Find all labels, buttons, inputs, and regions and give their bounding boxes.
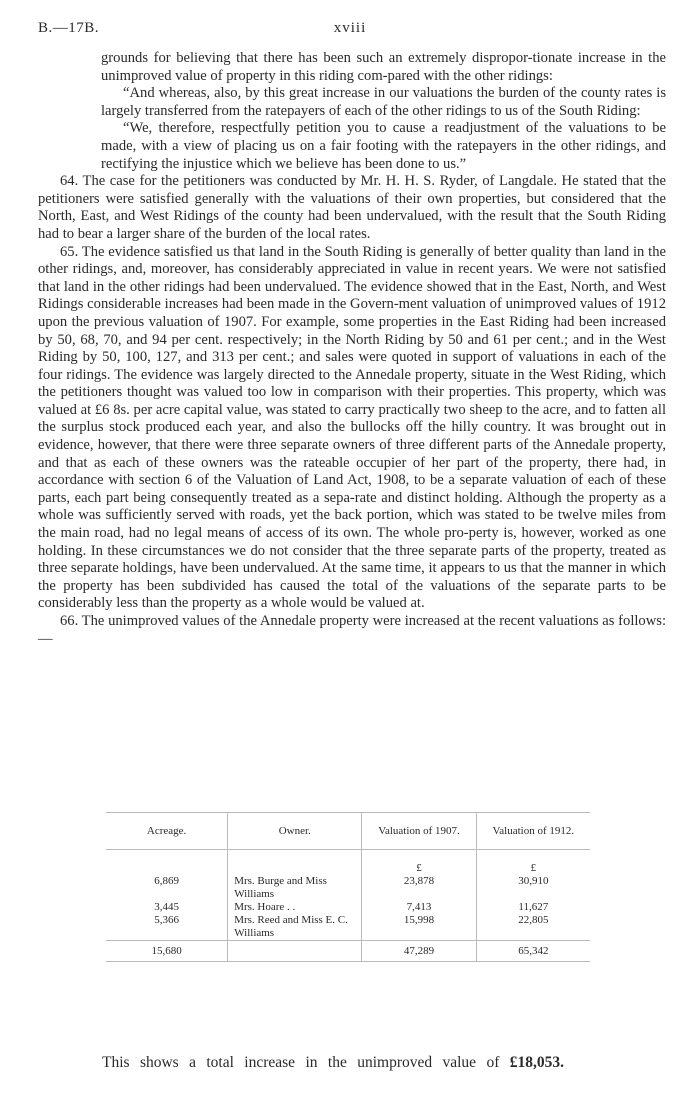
column-header-valuation-1912: Valuation of 1912. — [476, 813, 590, 850]
paragraph-66: 66. The unimproved values of the Annedale property were increased at the recent valuations as follows:— — [38, 613, 666, 647]
quote-paragraph: “And whereas, also, by this great increase in our valuations the burden of the county rates is largely transferred from the ratepayers of each of the other ridings to us of the South Riding: — [101, 85, 666, 119]
acreage-cell: 5,366 — [154, 914, 179, 926]
column-header-acreage: Acreage. — [106, 813, 228, 850]
valuation-table — [106, 812, 590, 962]
total-valuation-1912: 65,342 — [476, 941, 590, 962]
body-text — [38, 50, 666, 648]
currency-unit: £ — [476, 850, 590, 876]
acreage-cell: 6,869 — [154, 875, 179, 887]
total-valuation-1907: 47,289 — [362, 941, 476, 962]
valuation-1907-cell: 23,878 — [362, 875, 476, 901]
increase-amount: £18,053. — [509, 1054, 564, 1071]
closing-text: This shows a total increase in the unimproved value of — [102, 1054, 500, 1071]
currency-unit-row — [106, 850, 590, 876]
owner-cell: Mrs. Burge and Miss Williams — [228, 875, 362, 901]
owner-cell: Mrs. Reed and Miss E. C. Williams — [228, 914, 362, 941]
table-header-row — [106, 813, 590, 850]
closing-statement — [102, 1054, 564, 1072]
paragraph-64: 64. The case for the petitioners was conducted by Mr. H. H. S. Ryder, of Langdale. He stated that the petitioners were satisfied generally with the valuations of their own properties, but considered that the North, East, and West Ridings of the county had been undervalued, with the result that the South Riding had to bear a larger share of the burden of the local rates. — [38, 173, 666, 242]
column-header-valuation-1907: Valuation of 1907. — [362, 813, 476, 850]
column-header-owner: Owner. — [228, 813, 362, 850]
page-number: xviii — [333, 20, 367, 36]
page-header — [38, 20, 662, 42]
valuation-1912-cell: 11,627 — [476, 901, 590, 914]
table-total-row — [106, 941, 590, 962]
valuation-1907-cell: 7,413 — [362, 901, 476, 914]
currency-unit: £ — [362, 850, 476, 876]
valuation-1912-cell: 30,910 — [476, 875, 590, 901]
table-row — [106, 875, 590, 901]
table-row — [106, 901, 590, 914]
valuation-1912-cell: 22,805 — [476, 914, 590, 941]
quote-paragraph: “We, therefore, respectfully petition you to cause a readjustment of the valuations to be made, with a view of placing us on a fair footing with the ratepayers in the other ridings, and rectifying the injustice which we believe has been done to us.” — [101, 120, 666, 172]
quote-paragraph: grounds for believing that there has been such an extremely dispropor-tionate increase in the unimproved value of property in this riding com-pared with the other ridings: — [101, 50, 666, 84]
acreage-cell: 3,445 — [154, 901, 179, 913]
owner-cell: Mrs. Hoare . . — [228, 901, 362, 914]
document-reference: B.—17B. — [38, 20, 100, 36]
table-row — [106, 914, 590, 941]
paragraph-65: 65. The evidence satisfied us that land in the South Riding is generally of better quality than land in the other ridings, and, moreover, has considerably appreciated in value in recent years. We were not satisfied that land in the other ridings had been undervalued. The evidence showed that in the East, North, and West Ridings considerable increases had been made in the Govern-ment valuation of unimproved values of 1912 upon the previous valuation of 1907. For example, some properties in the East Riding had been increased by 50, 68, 70, and 94 per cent. respectively; in the North Riding by 50 and 61 per cent.; and in the West Riding by 50, 100, 127, and 313 per cent.; and sales were quoted in support of valuations in each of the four ridings. The evidence was largely directed to the Annedale property, situate in the West Riding, which the petitioners thought was valued too low in comparison with their properties. This property, which was valued at £6 8s. per acre capital value, was stated to carry practically two sheep to the acre, and to fatten all the surplus stock produced each year, and also the bullocks off the hilly country. It was brought out in evidence, however, that there were three separate owners of three different parts of the Annedale property, and that as each of these owners was the rateable occupier of her part of the property, there had, in accordance with section 6 of the Valuation of Land Act, 1908, to be a separate valuation of each of these parts, each part being consequently treated as a sepa-rate and distinct holding. Although the property as a whole was sufficiently served with roads, yet the back portion, which was stated to be twelve miles from the main road, had no legal means of access of its own. The whole pro-perty is, however, worked as one holding. In these circumstances we do not consider that the three separate parts of the property, treated as three separate holdings, have been undervalued. At the same time, it appears to us that the manner in which the property has been subdivided has caused the total of the valuations of the separate parts to be considerably less than the property as a whole would be valued at. — [38, 243, 666, 612]
valuation-1907-cell: 15,998 — [362, 914, 476, 941]
total-acreage: 15,680 — [106, 941, 228, 962]
